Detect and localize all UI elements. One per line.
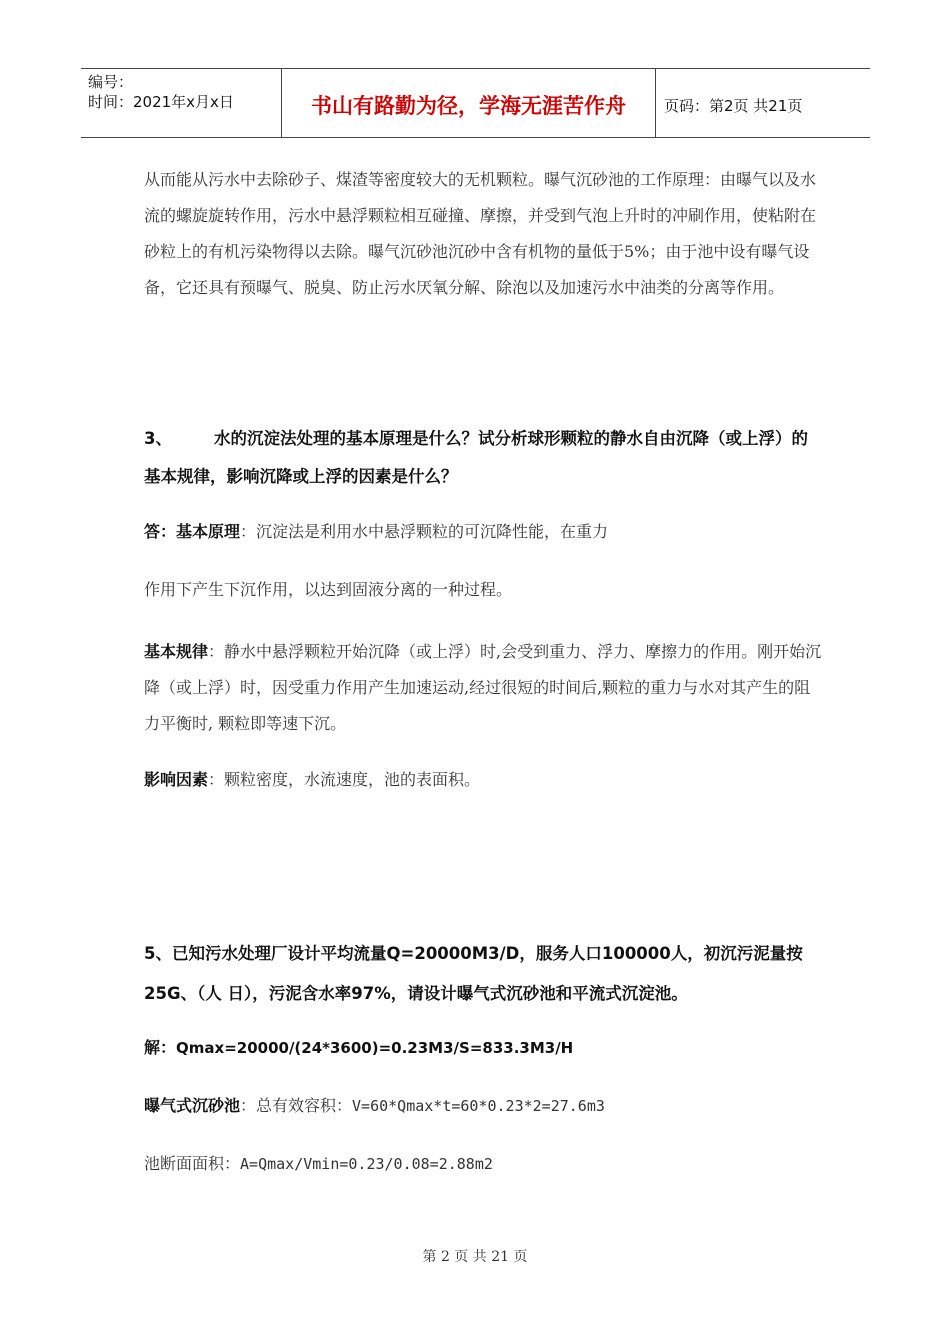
aerated-text: ：总有效容积：: [240, 1096, 353, 1115]
factor-label: 影响因素: [144, 770, 209, 789]
factor-text: ：颗粒密度，水流速度，池的表面积。: [208, 770, 481, 789]
header-page-info: 页码：第2页 共21页: [664, 96, 803, 115]
aerated-formula: V=60*Qmax*t=60*0.23*2=27.6m3: [352, 1097, 605, 1115]
answer-basic-law: [144, 634, 824, 742]
solution-label: 解：: [144, 1038, 177, 1057]
law-label: 基本规律: [144, 642, 209, 661]
header-motto: 书山有路勤为径，学海无涯苦作舟: [281, 69, 656, 137]
document-number-label: 编号：: [88, 73, 134, 91]
question-5: 5、已知污水处理厂设计平均流量Q=20000M3/D，服务人口100000人，初沉污泥量按25G、（人 日），污泥含水率97%，请设计曝气式沉砂池和平流式沉淀池。: [144, 944, 803, 1003]
area-text: 池断面面积：: [144, 1154, 241, 1173]
solution-formula: Qmax=20000/(24*3600)=0.23M3/S=833.3M3/H: [176, 1039, 574, 1057]
question-3-number: 3、: [144, 429, 172, 448]
paragraph-aerated-grit-chamber: 从而能从污水中去除砂子、煤渣等密度较大的无机颗粒。曝气沉砂池的工作原理：由曝气以及水流的螺旋旋转作用，污水中悬浮颗粒相互碰撞、摩擦，并受到气泡上升时的冲刷作用，使粘附在砂粒上的有机污染物得以去除。曝气沉砂池沉砂中含有机物的量低于5%；由于池中设有曝气设备，它还具有预曝气、脱臭、防止污水厌氧分解、除泡以及加速污水中油类的分离等作用。: [144, 170, 817, 297]
aerated-label: 曝气式沉砂池: [144, 1096, 241, 1115]
aerated-grit-volume: [144, 1092, 824, 1120]
answer-basic-principle-cont: 作用下产生下沉作用，以达到固液分离的一种过程。: [144, 580, 513, 599]
law-text: ：静水中悬浮颗粒开始沉降（或上浮）时,会受到重力、浮力、摩擦力的作用。刚开始沉降（或上浮）时，因受重力作用产生加速运动,经过很短的时间后,颗粒的重力与水对其产生的阻力平衡时, 颗粒即等速下沉。: [144, 642, 822, 733]
solution-qmax: [144, 1034, 824, 1062]
page-header: [81, 68, 870, 138]
answer-label: 答：基本原理: [144, 522, 241, 541]
cross-section-area: [144, 1150, 824, 1178]
page-footer: 第 2 页 共 21 页: [422, 1249, 528, 1265]
area-formula: A=Qmax/Vmin=0.23/0.08=2.88m2: [240, 1155, 493, 1173]
document-time-label: 时间：2021年x月x日: [88, 93, 234, 111]
header-meta: [81, 69, 281, 137]
answer-text: ：沉淀法是利用水中悬浮颗粒的可沉降性能，在重力: [240, 522, 609, 541]
question-3-text: 水的沉淀法处理的基本原理是什么？试分析球形颗粒的静水自由沉降（或上浮）的基本规律，影响沉降或上浮的因素是什么？: [144, 429, 808, 486]
question-3: [144, 420, 824, 496]
answer-factors: [144, 766, 824, 794]
answer-basic-principle: [144, 518, 824, 546]
